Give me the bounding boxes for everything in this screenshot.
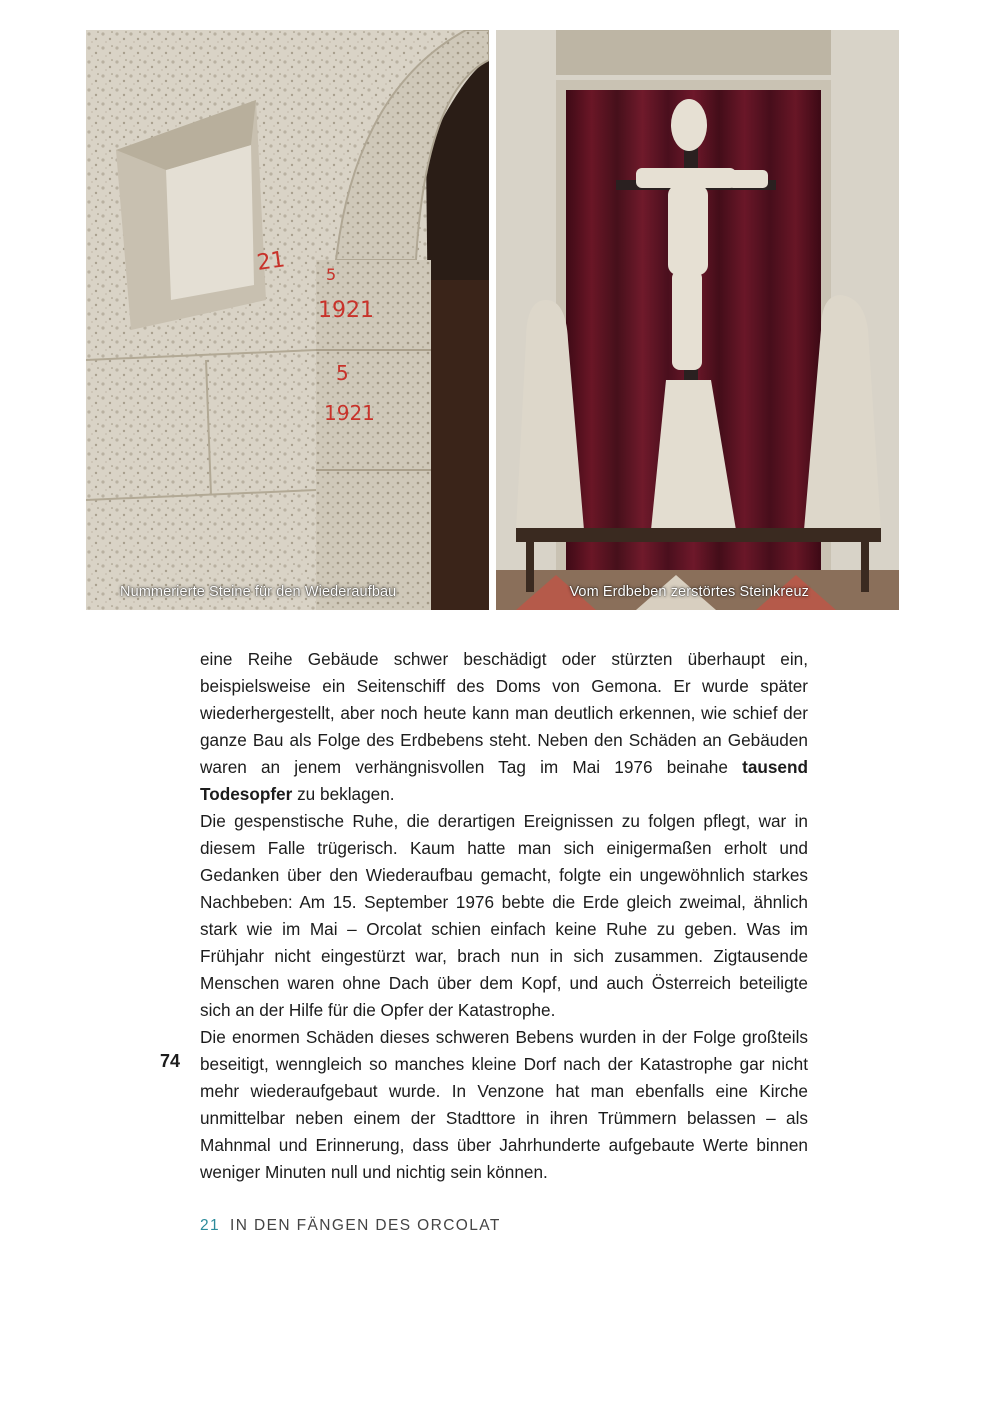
- paragraph-text: zu beklagen.: [292, 784, 395, 804]
- paragraph: [200, 646, 808, 808]
- stone-marking: 1921: [324, 401, 375, 425]
- stone-marking: 5: [336, 361, 349, 385]
- paragraph: Die gespenstische Ruhe, die derartigen Ereignissen zu folgen pflegt, war in diesem Falle trügerisch. Kaum hatte man sich einigermaßen erholt und Gedanken über den Wiederaufbau gemacht, folgte ein ungewöhnlich starkes Nachbeben: Am 15. September 1976 bebte die Erde gleich zweimal, ähnlich stark wie im Mai – Orcolat schien einfach keine Ruhe zu geben. Was im Frühjahr nicht eingestürzt war, brach nun in sich zusammen. Zigtausende Menschen waren ohne Dach über dem Kopf, und auch Österreich beteiligte sich an der Hilfe für die Opfer der Katastrophe.: [200, 811, 808, 1020]
- stone-wall-illustration: [86, 30, 489, 610]
- photo-stone-cross: [496, 30, 899, 610]
- stone-marking: 1921: [318, 298, 374, 323]
- chapter-number: 21: [200, 1217, 221, 1234]
- stone-marking: 21: [255, 247, 287, 276]
- stone-cross-illustration: [496, 30, 899, 610]
- body-text: [200, 646, 808, 1186]
- photo-caption-right: Vom Erdbeben zerstörtes Steinkreuz: [569, 584, 809, 600]
- paragraph-text: eine Reihe Gebäude schwer beschädigt oder stürzten überhaupt ein, beispielsweise ein Seitenschiff des Doms von Gemona. Er wurde später wiederhergestellt, aber noch heute kann man deutlich erkennen, wie schief der ganze Bau als Folge des Erdbebens steht. Neben den Schäden an Gebäuden waren an jenem verhängnisvollen Tag im Mai 1976 beinahe: [200, 649, 808, 777]
- paragraph: Die enormen Schäden dieses schweren Bebens wurden in der Folge großteils beseitigt, wenngleich so manches kleine Dorf nach der Katastrophe gar nicht mehr wiederaufgebaut wurde. In Venzone hat man ebenfalls eine Kirche unmittelbar neben einem der Stadttore in ihren Trümmern belassen – als Mahnmal und Erinnerung, dass über Jahrhunderte aufgebaute Werte binnen weniger Minuten null und nichtig sein können.: [200, 1027, 808, 1182]
- stone-marking: 5: [326, 265, 337, 284]
- photo-numbered-stones: [86, 30, 489, 610]
- emphasis-text: tausend Todesopfer: [200, 757, 808, 804]
- chapter-title: IN DEN FÄNGEN DES ORCOLAT: [230, 1217, 501, 1234]
- photo-caption-left: Nummerierte Steine für den Wiederaufbau: [120, 584, 397, 600]
- page-number: 74: [160, 1051, 181, 1071]
- running-footer: [200, 1217, 501, 1235]
